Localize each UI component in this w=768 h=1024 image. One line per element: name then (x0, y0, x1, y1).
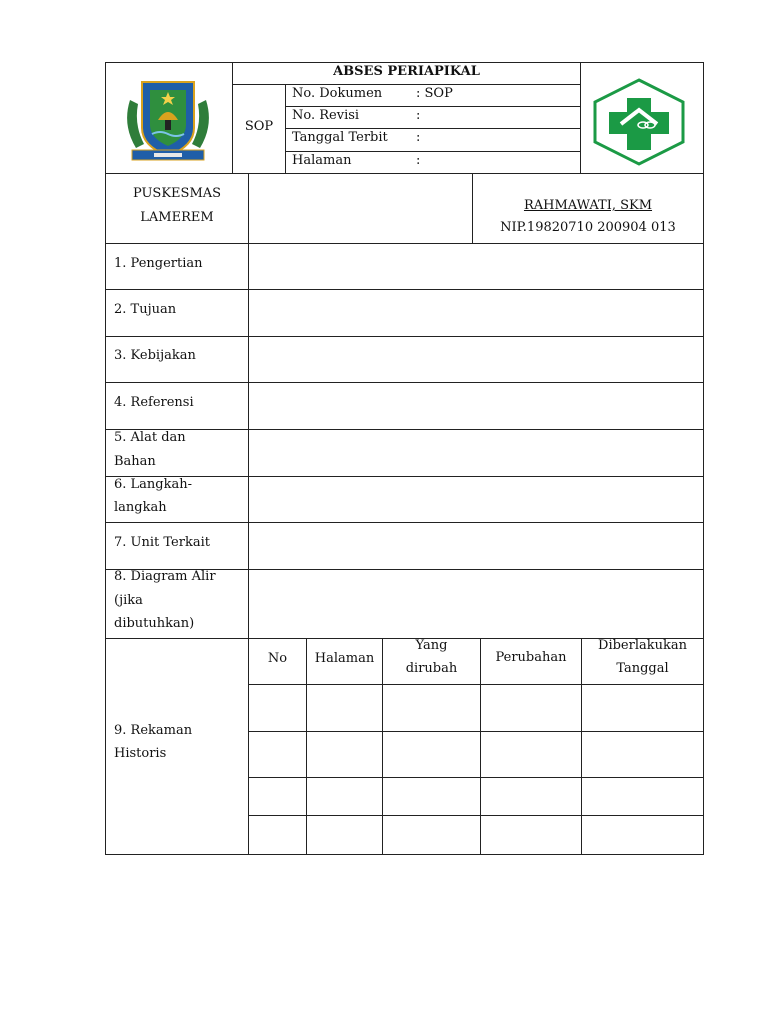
history-header-no: No (267, 651, 288, 666)
history-col-line (306, 638, 307, 855)
field-value: : (416, 130, 421, 145)
history-row-line (248, 731, 704, 732)
history-header-yang: Yang (415, 638, 448, 653)
section-label: 5. Alat dan (114, 430, 186, 445)
history-header-dirubah: dirubah (405, 661, 458, 676)
section-label: 4. Referensi (114, 395, 194, 410)
history-row-line (248, 777, 704, 778)
section-row-line (105, 336, 704, 337)
history-label-line2: Historis (114, 746, 167, 761)
history-header-perubahan: Perubahan (495, 650, 567, 665)
history-row-line (248, 815, 704, 816)
section-label: langkah (114, 500, 167, 515)
field-label: No. Dokumen (292, 86, 383, 101)
history-label-line1: 9. Rekaman (114, 723, 193, 738)
field-value: : (416, 108, 421, 123)
section-label: 2. Tujuan (114, 302, 177, 317)
frame-right (703, 62, 704, 855)
org-divider-left (248, 173, 249, 243)
header-bottom (105, 173, 704, 174)
history-col-line (480, 638, 481, 855)
section-label: 8. Diagram Alir (114, 569, 216, 584)
section-label: dibutuhkan) (114, 616, 195, 631)
section-column-divider (248, 243, 249, 855)
history-row-line (248, 684, 704, 685)
history-header-tanggal: Tanggal (616, 661, 669, 676)
field-label: No. Revisi (292, 108, 360, 123)
section-label: 6. Langkah- (114, 477, 193, 492)
section-label: 7. Unit Terkait (114, 535, 210, 550)
history-header-halaman: Halaman (314, 651, 375, 666)
regency-emblem-logo (118, 70, 218, 162)
section-row-line (105, 429, 704, 430)
org-name-line1: PUSKESMAS (132, 186, 222, 201)
history-header-diberlakukan: Diberlakukan (598, 638, 687, 653)
frame-bottom (105, 854, 704, 855)
section-row-line (105, 382, 704, 383)
field-label: Halaman (292, 153, 352, 168)
field-value: : SOP (416, 86, 453, 101)
sop-divider (285, 84, 286, 174)
section-row-line (105, 289, 704, 290)
signer-nip: NIP.19820710 200904 013 (500, 220, 676, 235)
org-name-line2: LAMEREM (140, 210, 214, 225)
org-row-bottom (105, 243, 704, 244)
section-row-line (105, 476, 704, 477)
sop-label: SOP (244, 119, 274, 134)
section-label: 1. Pengertian (114, 256, 203, 271)
section-row-line (105, 522, 704, 523)
field-label: Tanggal Terbit (292, 130, 388, 145)
section-label: 3. Kebijakan (114, 348, 196, 363)
puskesmas-cross-logo (591, 78, 687, 166)
frame-left (105, 62, 106, 855)
signer-name: RAHMAWATI, SKM (523, 198, 653, 213)
document-title: ABSES PERIAPIKAL (333, 64, 480, 79)
section-label: (jika (114, 593, 143, 608)
field-value: : (416, 153, 421, 168)
section-label: Bahan (114, 454, 156, 469)
